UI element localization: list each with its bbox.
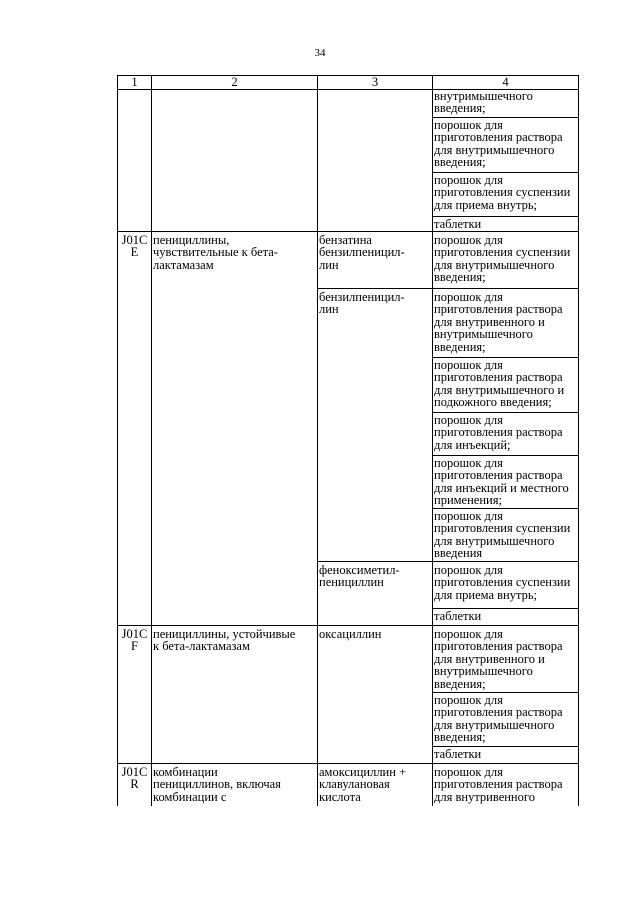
dosage-form: порошок для приготовления раствора для внутримышечного введения; (434, 693, 563, 745)
dosage-form: порошок для приготовления раствора для инъекций и местного применения; (434, 456, 569, 508)
dosage-form: таблетки (434, 747, 482, 761)
column-header-4: 4 (502, 75, 509, 89)
atc-code: J01C E (121, 233, 148, 260)
drug-name: бензатина бензилпеницил- лин (319, 233, 405, 272)
dosage-form: порошок для приготовления суспензии для приема внутрь; (434, 563, 571, 602)
dosage-form: порошок для приготовления раствора для внутримышечного и подкожного введения; (434, 358, 565, 410)
dosage-form: порошок для приготовления суспензии для внутримышечного введения; (434, 233, 571, 285)
column-header-2: 2 (231, 75, 238, 89)
page-number: 34 (314, 47, 326, 59)
dosage-form: порошок для приготовления раствора для внутривенного и внутримышечного введения; (434, 627, 563, 691)
group-name: комбинации пенициллинов, включая комбинации с (153, 765, 281, 804)
atc-code: J01C F (121, 627, 148, 654)
column-header-3: 3 (371, 75, 379, 89)
dosage-form: порошок для приготовления раствора для инъекций; (434, 413, 563, 452)
group-name: пенициллины, устойчивые к бета-лактамазам (153, 627, 296, 654)
dosage-form: таблетки (434, 609, 482, 623)
drug-name: амоксициллин + клавулановая кислота (319, 765, 407, 804)
dosage-form: порошок для приготовления раствора для внутримышечного введения; (434, 118, 563, 170)
group-name: пенициллины, чувствительные к бета- лактамазам (153, 233, 278, 272)
drug-name: феноксиметил- пенициллин (319, 563, 400, 590)
drug-name: бензилпеницил- лин (319, 290, 405, 317)
dosage-form: порошок для приготовления раствора для внутривенного (434, 765, 563, 804)
dosage-form: порошок для приготовления суспензии для приема внутрь; (434, 173, 571, 212)
dosage-form: внутримышечного введения; (434, 89, 533, 116)
drug-name: оксациллин (319, 627, 382, 641)
column-header-1: 1 (131, 75, 138, 89)
atc-code: J01C R (121, 765, 148, 792)
dosage-form: порошок для приготовления раствора для внутривенного и внутримышечного введения; (434, 290, 563, 354)
dosage-form: порошок для приготовления суспензии для внутримышечного введения (434, 509, 571, 561)
dosage-form: таблетки (434, 217, 482, 231)
